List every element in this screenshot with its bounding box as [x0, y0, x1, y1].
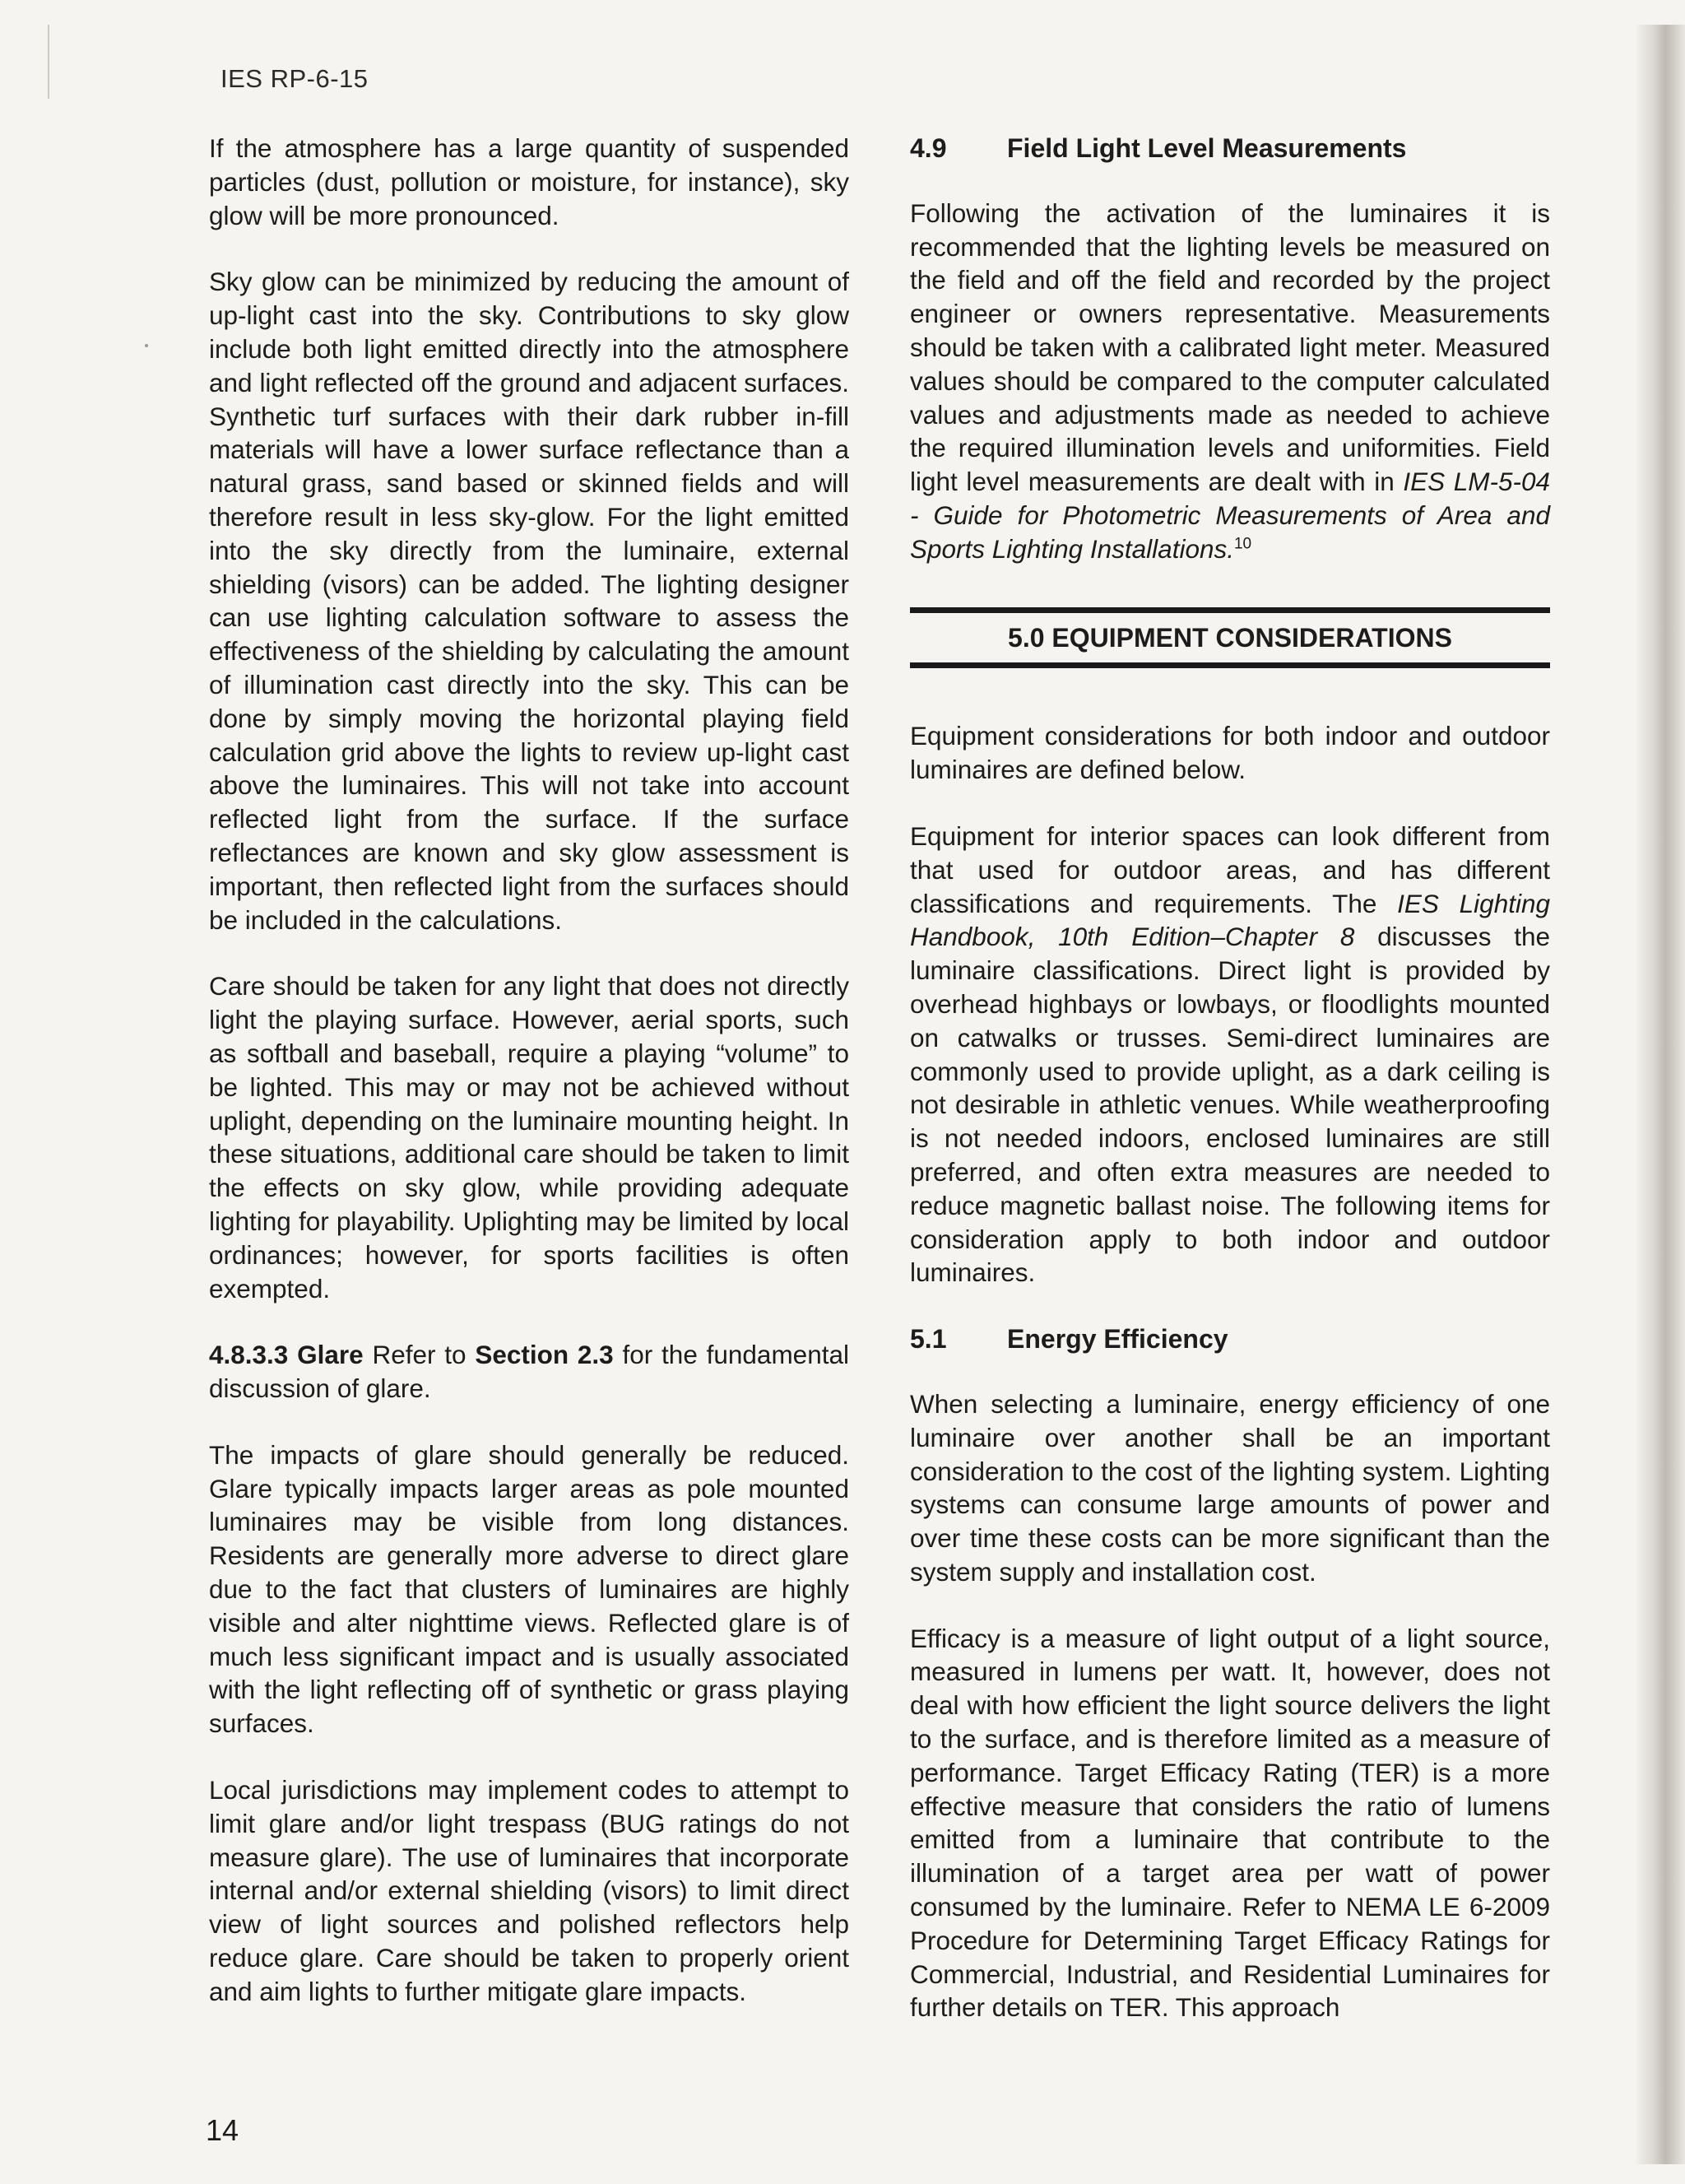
left-column [209, 132, 849, 2009]
section-title: Field Light Level Measurements [1007, 133, 1407, 163]
section-title: Energy Efficiency [1007, 1324, 1228, 1355]
paragraph: Local jurisdictions may implement codes to attempt to limit glare and/or light trespass (BUG ratings do not measure glare). The use of luminaires that incorporate internal and/or external shielding (visors) to limit direct view of light sources and polished reflectors help reduce glare. Care should be taken to properly orient and aim lights to further mitigate glare impacts. [209, 1775, 849, 2006]
paragraph: Sky glow can be minimized by reducing the amount of up-light cast into the sky. Contributions to sky glow include both light emitted directly into the atmosphere and light reflected off the ground and adjacent surfaces. Synthetic turf surfaces with their dark rubber in-fill materials will have a lower surface reflectance than a natural grass, sand based or skinned fields and will therefore result in less sky-glow. For the light emitted into the sky directly from the luminaire, external shielding (visors) can be added. The lighting designer can use lighting calculation software to assess the effectiveness of the shielding by calculating the amount of illumination cast directly into the sky. This can be done by simply moving the horizontal playing field calculation grid above the lights to review up-light cast above the luminaires. This will not take into account reflected light from the surface. If the surface reflectances are known and sky glow assessment is important, then reflected light from the surfaces should be included in the calculations. [209, 267, 849, 935]
running-head: IES RP-6-15 [220, 64, 369, 93]
chapter-title: 5.0 EQUIPMENT CONSIDERATIONS [1008, 622, 1452, 653]
scan-speck [145, 344, 148, 347]
scan-artifact-mark [48, 25, 49, 99]
section-number: 4.9 [910, 133, 947, 163]
paragraph: Equipment considerations for both indoor and outdoor luminaires are defined below. [910, 721, 1550, 785]
paragraph-text: Following the activation of the luminaires it is recommended that the lighting levels be measured on the field and off the field and recorded by the project engineer or owners representative. Measurements should be taken with a calibrated light meter. Measured values should be compared to the computer calculated values and adjustments made as needed to achieve the required illumination levels and uniformities. Field light level measurements are dealt with in [910, 197, 1550, 497]
reference-title: IES LM-5-04 - Guide for Photometric Measurements of Area and Sports Lighting Installations. [910, 467, 1550, 564]
right-column [910, 132, 1550, 2024]
section-heading-5-1 [910, 1322, 1550, 1356]
glare-section-ref: Section 2.3 [475, 1340, 614, 1370]
section-heading-4-9 [910, 132, 1550, 165]
glare-text: for the fundamental discussion of glare. [209, 1340, 849, 1404]
paragraph-text: Equipment for interior spaces can look different from that used for outdoor areas, and has different classifications and requirements. The [910, 820, 1550, 918]
divider [910, 607, 1550, 613]
paragraph: Efficacy is a measure of light output of a light source, measured in lumens per watt. It, however, does not deal with how efficient the light source delivers the light to the surface, and is therefore limited as a measure of performance. Target Efficacy Rating (TER) is a more effective measure that considers the ratio of lumens emitted from a luminaire that contribute to the illumination of a target area per watt of power consumed by the luminaire. Refer to NEMA LE 6-2009 Procedure for Determining Target Efficacy Ratings for Commercial, Industrial, and Residential Luminaires for further details on TER. This approach [910, 1623, 1550, 2023]
glare-paragraph [209, 1338, 849, 1406]
binding-edge [1636, 25, 1685, 2164]
glare-title: Glare [297, 1340, 364, 1370]
page-number: 14 [206, 2113, 239, 2147]
paragraph-text: discusses the luminaire classifications. Direct light is provided by overhead highbays or lowbays, or floodlights mounted on catwalks or trusses. Semi-direct luminaires are commonly used to provide uplight, as a dark ceiling is not desirable in athletic venues. While weatherproofing is not needed indoors, enclosed luminaires are still preferred, and often extra measures are needed to reduce magnetic ballast noise. The following items for consideration apply to both indoor and outdoor luminaires. [910, 922, 1550, 1288]
glare-section-number: 4.8.3.3 [209, 1340, 289, 1370]
paragraph: Care should be taken for any light that does not directly light the playing surface. However, aerial sports, such as softball and baseball, require a playing “volume” to be lighted. This may or may not be achieved without uplight, depending on the luminaire mounting height. In these situations, additional care should be taken to limit the effects on sky glow, while providing adequate lighting for playability. Uplighting may be limited by local ordinances; however, for sports facilities is often exempted. [209, 971, 849, 1303]
footnote-ref: 10 [1233, 535, 1252, 553]
paragraph [910, 820, 1550, 1289]
paragraph: The impacts of glare should generally be reduced. Glare typically impacts larger areas as pole mounted luminaires may be visible from long distances. Residents are generally more adverse to direct glare due to the fact that clusters of luminaires are highly visible and alter nighttime views. Reflected glare is of much less significant impact and is usually associated with the light reflecting off of synthetic or grass playing surfaces. [209, 1439, 849, 1739]
paragraph: When selecting a luminaire, energy efficiency of one luminaire over another shall be an important consideration to the cost of the lighting system. Lighting systems can consume large amounts of power and over time these costs can be more significant than the system supply and installation cost. [910, 1388, 1550, 1587]
reference-title: IES Lighting Handbook, 10th Edition–Chapter 8 [910, 888, 1550, 952]
section-number: 5.1 [910, 1324, 947, 1355]
chapter-heading-block [910, 607, 1550, 669]
paragraph: If the atmosphere has a large quantity of suspended particles (dust, pollution or moisture, for instance), sky glow will be more pronounced. [209, 133, 849, 230]
paragraph [910, 197, 1550, 566]
divider [910, 662, 1550, 668]
glare-text: Refer to [363, 1340, 476, 1370]
